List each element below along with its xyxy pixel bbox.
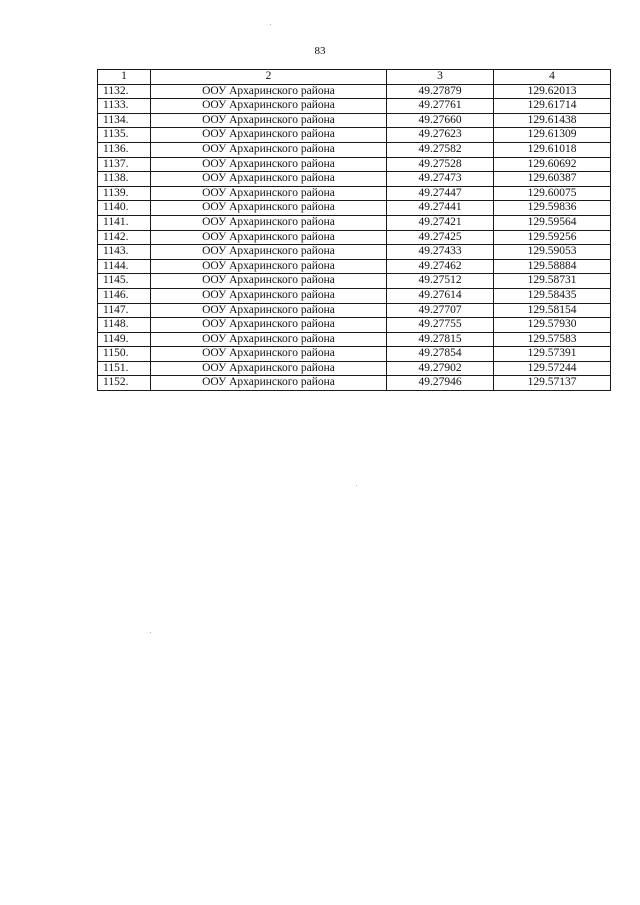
table-row (98, 172, 611, 187)
row-number-cell: 1134. (98, 113, 151, 128)
organization-cell: ООУ Архаринского района (151, 332, 387, 347)
longitude-cell: 129.57391 (494, 347, 611, 362)
scan-speck (150, 632, 151, 633)
row-number-cell: 1138. (98, 172, 151, 187)
latitude-cell: 49.27946 (387, 376, 494, 391)
longitude-cell: 129.57930 (494, 318, 611, 333)
organization-cell: ООУ Архаринского района (151, 288, 387, 303)
table-body (98, 84, 611, 390)
latitude-cell: 49.27473 (387, 172, 494, 187)
table-row (98, 84, 611, 99)
row-number-cell: 1149. (98, 332, 151, 347)
latitude-cell: 49.27512 (387, 274, 494, 289)
latitude-cell: 49.27582 (387, 142, 494, 157)
coordinates-table (97, 69, 611, 391)
organization-cell: ООУ Архаринского района (151, 201, 387, 216)
organization-cell: ООУ Архаринского района (151, 128, 387, 143)
table-row (98, 318, 611, 333)
longitude-cell: 129.58884 (494, 259, 611, 274)
table-row (98, 142, 611, 157)
organization-cell: ООУ Архаринского района (151, 245, 387, 260)
row-number-cell: 1151. (98, 361, 151, 376)
table-row (98, 361, 611, 376)
row-number-cell: 1137. (98, 157, 151, 172)
table-row (98, 186, 611, 201)
table-row (98, 259, 611, 274)
row-number-cell: 1143. (98, 245, 151, 260)
table-row (98, 245, 611, 260)
latitude-cell: 49.27623 (387, 128, 494, 143)
table-row (98, 157, 611, 172)
organization-cell: ООУ Архаринского района (151, 361, 387, 376)
row-number-cell: 1141. (98, 215, 151, 230)
table-row (98, 99, 611, 114)
organization-cell: ООУ Архаринского района (151, 259, 387, 274)
row-number-cell: 1152. (98, 376, 151, 391)
latitude-cell: 49.27902 (387, 361, 494, 376)
column-header-4: 4 (494, 70, 611, 85)
row-number-cell: 1148. (98, 318, 151, 333)
latitude-cell: 49.27660 (387, 113, 494, 128)
organization-cell: ООУ Архаринского района (151, 99, 387, 114)
latitude-cell: 49.27815 (387, 332, 494, 347)
organization-cell: ООУ Архаринского района (151, 318, 387, 333)
longitude-cell: 129.61018 (494, 142, 611, 157)
row-number-cell: 1133. (98, 99, 151, 114)
row-number-cell: 1136. (98, 142, 151, 157)
longitude-cell: 129.59053 (494, 245, 611, 260)
table-row (98, 288, 611, 303)
longitude-cell: 129.59256 (494, 230, 611, 245)
latitude-cell: 49.27425 (387, 230, 494, 245)
table-row (98, 332, 611, 347)
table-row (98, 128, 611, 143)
column-header-1: 1 (98, 70, 151, 85)
latitude-cell: 49.27421 (387, 215, 494, 230)
table-row (98, 347, 611, 362)
table-header-row (98, 70, 611, 85)
row-number-cell: 1135. (98, 128, 151, 143)
organization-cell: ООУ Архаринского района (151, 113, 387, 128)
latitude-cell: 49.27761 (387, 99, 494, 114)
organization-cell: ООУ Архаринского района (151, 230, 387, 245)
organization-cell: ООУ Архаринского района (151, 186, 387, 201)
longitude-cell: 129.58154 (494, 303, 611, 318)
longitude-cell: 129.59564 (494, 215, 611, 230)
row-number-cell: 1140. (98, 201, 151, 216)
longitude-cell: 129.57583 (494, 332, 611, 347)
scan-speck (356, 485, 357, 486)
longitude-cell: 129.58731 (494, 274, 611, 289)
table-row (98, 274, 611, 289)
latitude-cell: 49.27433 (387, 245, 494, 260)
organization-cell: ООУ Архаринского района (151, 142, 387, 157)
table-row (98, 201, 611, 216)
latitude-cell: 49.27462 (387, 259, 494, 274)
scan-speck (270, 24, 271, 25)
latitude-cell: 49.27614 (387, 288, 494, 303)
organization-cell: ООУ Архаринского района (151, 172, 387, 187)
longitude-cell: 129.57244 (494, 361, 611, 376)
organization-cell: ООУ Архаринского района (151, 157, 387, 172)
latitude-cell: 49.27528 (387, 157, 494, 172)
longitude-cell: 129.57137 (494, 376, 611, 391)
row-number-cell: 1139. (98, 186, 151, 201)
organization-cell: ООУ Архаринского района (151, 84, 387, 99)
longitude-cell: 129.61309 (494, 128, 611, 143)
latitude-cell: 49.27447 (387, 186, 494, 201)
latitude-cell: 49.27755 (387, 318, 494, 333)
organization-cell: ООУ Архаринского района (151, 303, 387, 318)
row-number-cell: 1142. (98, 230, 151, 245)
table-row (98, 113, 611, 128)
row-number-cell: 1144. (98, 259, 151, 274)
table-row (98, 215, 611, 230)
organization-cell: ООУ Архаринского района (151, 215, 387, 230)
latitude-cell: 49.27854 (387, 347, 494, 362)
row-number-cell: 1150. (98, 347, 151, 362)
table-row (98, 303, 611, 318)
row-number-cell: 1132. (98, 84, 151, 99)
column-header-3: 3 (387, 70, 494, 85)
latitude-cell: 49.27707 (387, 303, 494, 318)
longitude-cell: 129.60075 (494, 186, 611, 201)
longitude-cell: 129.60387 (494, 172, 611, 187)
longitude-cell: 129.62013 (494, 84, 611, 99)
organization-cell: ООУ Архаринского района (151, 347, 387, 362)
row-number-cell: 1146. (98, 288, 151, 303)
row-number-cell: 1147. (98, 303, 151, 318)
longitude-cell: 129.59836 (494, 201, 611, 216)
column-header-2: 2 (151, 70, 387, 85)
longitude-cell: 129.60692 (494, 157, 611, 172)
table-row (98, 376, 611, 391)
row-number-cell: 1145. (98, 274, 151, 289)
latitude-cell: 49.27441 (387, 201, 494, 216)
latitude-cell: 49.27879 (387, 84, 494, 99)
longitude-cell: 129.58435 (494, 288, 611, 303)
longitude-cell: 129.61438 (494, 113, 611, 128)
organization-cell: ООУ Архаринского района (151, 376, 387, 391)
organization-cell: ООУ Архаринского района (151, 274, 387, 289)
page-number: 83 (314, 45, 326, 57)
longitude-cell: 129.61714 (494, 99, 611, 114)
table-row (98, 230, 611, 245)
